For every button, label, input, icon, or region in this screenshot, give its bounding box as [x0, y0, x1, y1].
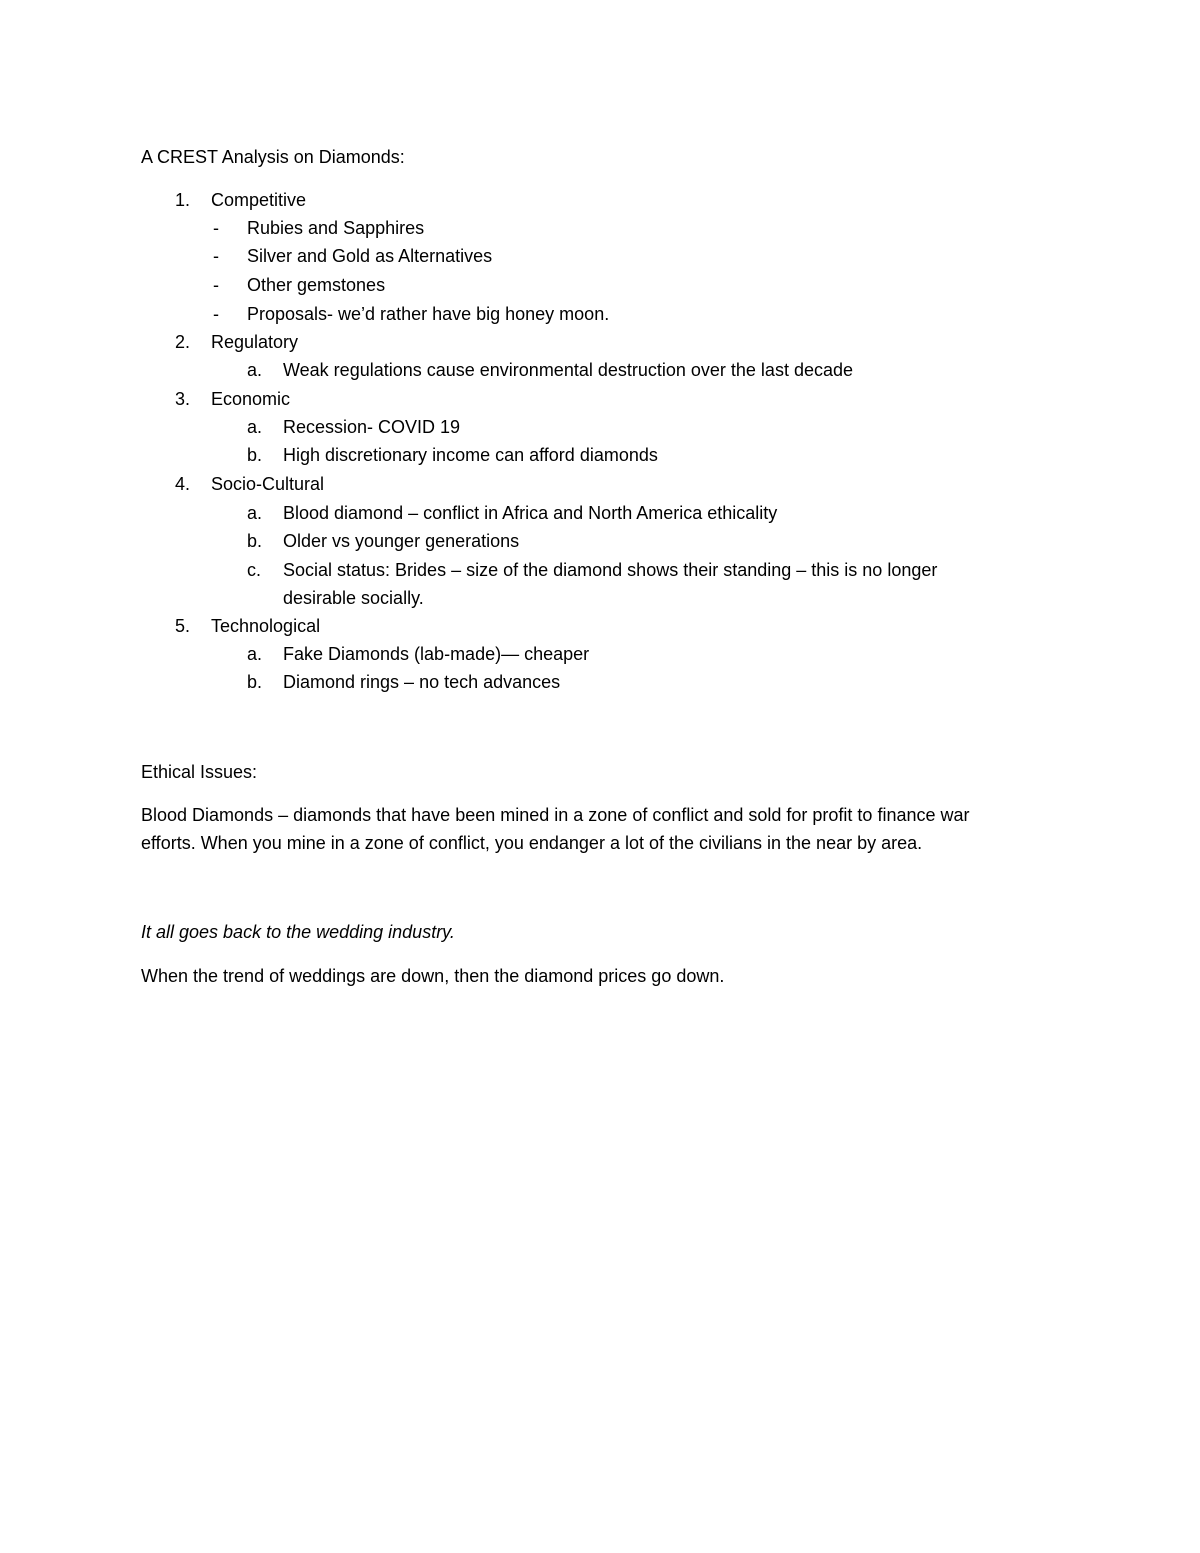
section-number: 4. — [175, 474, 191, 494]
section-heading-socio-cultural: Socio-Cultural — [211, 474, 325, 494]
list-item: High discretionary income can afford diamonds — [283, 445, 658, 465]
list-item: Silver and Gold as Alternatives — [247, 246, 493, 266]
closing-line: When the trend of weddings are down, then the diamond prices go down. — [141, 966, 725, 986]
list-marker: b. — [247, 531, 263, 551]
list-marker: a. — [247, 417, 263, 437]
list-item: Rubies and Sapphires — [247, 218, 425, 238]
list-item: Diamond rings – no tech advances — [283, 672, 561, 692]
section-number: 3. — [175, 389, 191, 409]
list-item-continuation: desirable socially. — [283, 588, 424, 608]
list-item: Weak regulations cause environmental destruction over the last decade — [283, 360, 853, 380]
italic-note: It all goes back to the wedding industry. — [141, 922, 455, 942]
list-marker: b. — [247, 445, 263, 465]
ethical-paragraph-line: efforts. When you mine in a zone of conflict, you endanger a lot of the civilians in the near by area. — [141, 833, 923, 853]
list-item: Other gemstones — [247, 275, 386, 295]
list-marker: - — [213, 218, 219, 238]
list-marker: - — [213, 275, 219, 295]
list-marker: a. — [247, 644, 263, 664]
section-heading-competitive: Competitive — [211, 190, 307, 210]
ethical-issues-heading: Ethical Issues: — [141, 762, 258, 782]
section-heading-regulatory: Regulatory — [211, 332, 299, 352]
list-marker: - — [213, 246, 219, 266]
list-marker: a. — [247, 360, 263, 380]
document-title: A CREST Analysis on Diamonds: — [141, 147, 405, 167]
list-marker: b. — [247, 672, 263, 692]
list-item: Proposals- we’d rather have big honey moon. — [247, 304, 610, 324]
list-marker: a. — [247, 503, 263, 523]
list-item: Social status: Brides – size of the diamond shows their standing – this is no longer — [283, 560, 938, 580]
list-item: Fake Diamonds (lab-made)— cheaper — [283, 644, 590, 664]
section-heading-technological: Technological — [211, 616, 321, 636]
ethical-paragraph-line: Blood Diamonds – diamonds that have been mined in a zone of conflict and sold for profit to finance war — [141, 805, 970, 825]
section-number: 5. — [175, 616, 191, 636]
list-marker: - — [213, 304, 219, 324]
list-item: Recession- COVID 19 — [283, 417, 461, 437]
list-marker: c. — [247, 560, 262, 580]
list-item: Blood diamond – conflict in Africa and North America ethicality — [283, 503, 778, 523]
section-heading-economic: Economic — [211, 389, 291, 409]
section-number: 1. — [175, 190, 191, 210]
section-number: 2. — [175, 332, 191, 352]
list-item: Older vs younger generations — [283, 531, 520, 551]
